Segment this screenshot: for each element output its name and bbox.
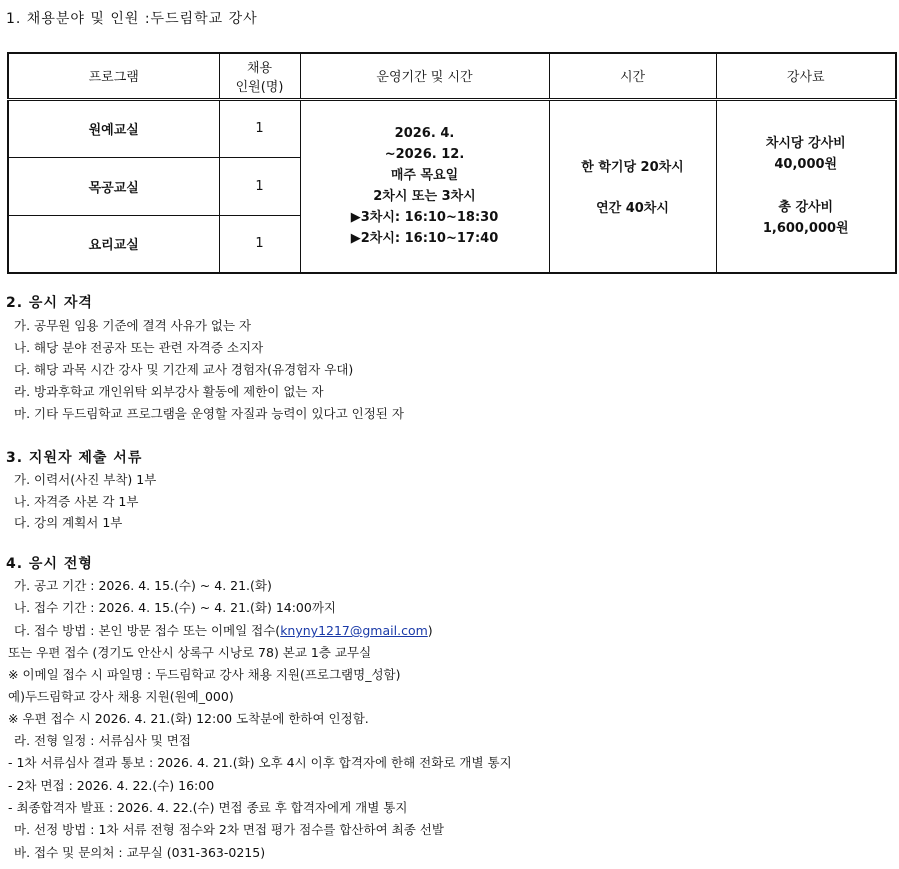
- section-2-title: 2. 응시 자격: [6, 295, 93, 311]
- announce-period: 가. 공고 기간 : 2026. 4. 15.(수) ~ 4. 21.(화): [14, 578, 272, 593]
- header-time: 시간: [549, 53, 716, 99]
- program-name: 요리교실: [8, 215, 219, 273]
- period-end: ~2026. 12.: [384, 147, 465, 163]
- second-round-interview: - 2차 면접 : 2026. 4. 22.(수) 16:00: [8, 778, 215, 793]
- section-4-title: 4. 응시 전형: [6, 556, 93, 572]
- header-recruit-line2: 인원(명): [235, 79, 284, 95]
- document-item: 가. 이력서(사진 부착) 1부: [14, 472, 157, 487]
- qualification-item: 가. 공무원 임용 기준에 결격 사유가 없는 자: [14, 318, 252, 333]
- section-3-title: 3. 지원자 제출 서류: [6, 450, 143, 466]
- recruit-count: 1: [219, 99, 300, 157]
- header-period: 운영기간 및 시간: [300, 53, 549, 99]
- qualification-item: 나. 해당 분야 전공자 또는 관련 자격증 소지자: [14, 340, 264, 355]
- fee-per-session: 40,000원: [774, 157, 838, 173]
- final-announcement: - 최종합격자 발표 : 2026. 4. 22.(수) 면접 종료 후 합격자에게 개별 통지: [8, 800, 408, 815]
- qualification-item: 다. 해당 과목 시간 강사 및 기간제 교사 경험자(유경험자 우대): [14, 362, 354, 377]
- section-1-title: 1. 채용분야 및 인원 :두드림학교 강사: [6, 11, 258, 27]
- receipt-method-close: ): [427, 623, 433, 638]
- period-3-sessions: ▶3차시: 16:10~18:30: [350, 210, 499, 226]
- document-item: 다. 강의 계획서 1부: [14, 515, 123, 530]
- header-fee: 강사료: [716, 53, 896, 99]
- document-item: 나. 자격증 사본 각 1부: [14, 494, 139, 509]
- period-start: 2026. 4.: [394, 126, 455, 142]
- time-year: 연간 40차시: [596, 201, 669, 217]
- table-header-row: [8, 53, 896, 99]
- receipt-method: [14, 621, 433, 639]
- time-semester: 한 학기당 20차시: [581, 160, 684, 176]
- receipt-period: 나. 접수 기간 : 2026. 4. 15.(수) ~ 4. 21.(화) 14:00까지: [14, 600, 336, 615]
- recruitment-table: [7, 52, 897, 274]
- program-name: 목공교실: [8, 157, 219, 215]
- fee-per-session-label: 차시당 강사비: [765, 136, 846, 152]
- table-row: [8, 99, 896, 157]
- program-name: 원예교실: [8, 99, 219, 157]
- fee-total-label: 총 강사비: [778, 200, 834, 216]
- filename-example: 예)두드림학교 강사 채용 지원(원예_000): [8, 689, 234, 704]
- qualification-item: 마. 기타 두드림학교 프로그램을 운영할 자질과 능력이 있다고 인정된 자: [14, 406, 404, 421]
- postal-deadline-note: ※ 우편 접수 시 2026. 4. 21.(화) 12:00 도착분에 한하여 인정함.: [8, 711, 369, 726]
- postal-receipt: 또는 우편 접수 (경기도 안산시 상록구 시낭로 78) 본교 1층 교무실: [8, 645, 372, 660]
- selection-schedule: 라. 전형 일정 : 서류심사 및 면접: [14, 733, 191, 748]
- period-day: 매주 목요일: [390, 168, 459, 184]
- receipt-method-text: 다. 접수 방법 : 본인 방문 접수 또는 이메일 접수(: [14, 623, 281, 638]
- fee-total: 1,600,000원: [762, 221, 849, 237]
- recruit-count: 1: [219, 215, 300, 273]
- time-cell: [549, 99, 716, 273]
- header-recruit-count: [219, 53, 300, 99]
- recruit-count: 1: [219, 157, 300, 215]
- selection-method: 마. 선정 방법 : 1차 서류 전형 점수와 2차 면접 평가 점수를 합산하여 최종 선발: [14, 822, 444, 837]
- period-sessions: 2차시 또는 3차시: [373, 189, 476, 205]
- header-recruit-line1: 채용: [246, 60, 273, 76]
- email-filename-note: ※ 이메일 접수 시 파일명 : 두드림학교 강사 채용 지원(프로그램명_성함): [8, 667, 401, 682]
- period-2-sessions: ▶2차시: 16:10~17:40: [350, 231, 499, 247]
- fee-cell: [716, 99, 896, 273]
- email-link[interactable]: knyny1217@gmail.com: [280, 623, 428, 638]
- qualification-item: 라. 방과후학교 개인위탁 외부강사 활동에 제한이 없는 자: [14, 384, 324, 399]
- period-cell: [300, 99, 549, 273]
- first-round-notice: - 1차 서류심사 결과 통보 : 2026. 4. 21.(화) 오후 4시 이후 합격자에 한해 전화로 개별 통지: [8, 755, 512, 770]
- contact-info: 바. 접수 및 문의처 : 교무실 (031-363-0215): [14, 845, 266, 860]
- header-program: 프로그램: [8, 53, 219, 99]
